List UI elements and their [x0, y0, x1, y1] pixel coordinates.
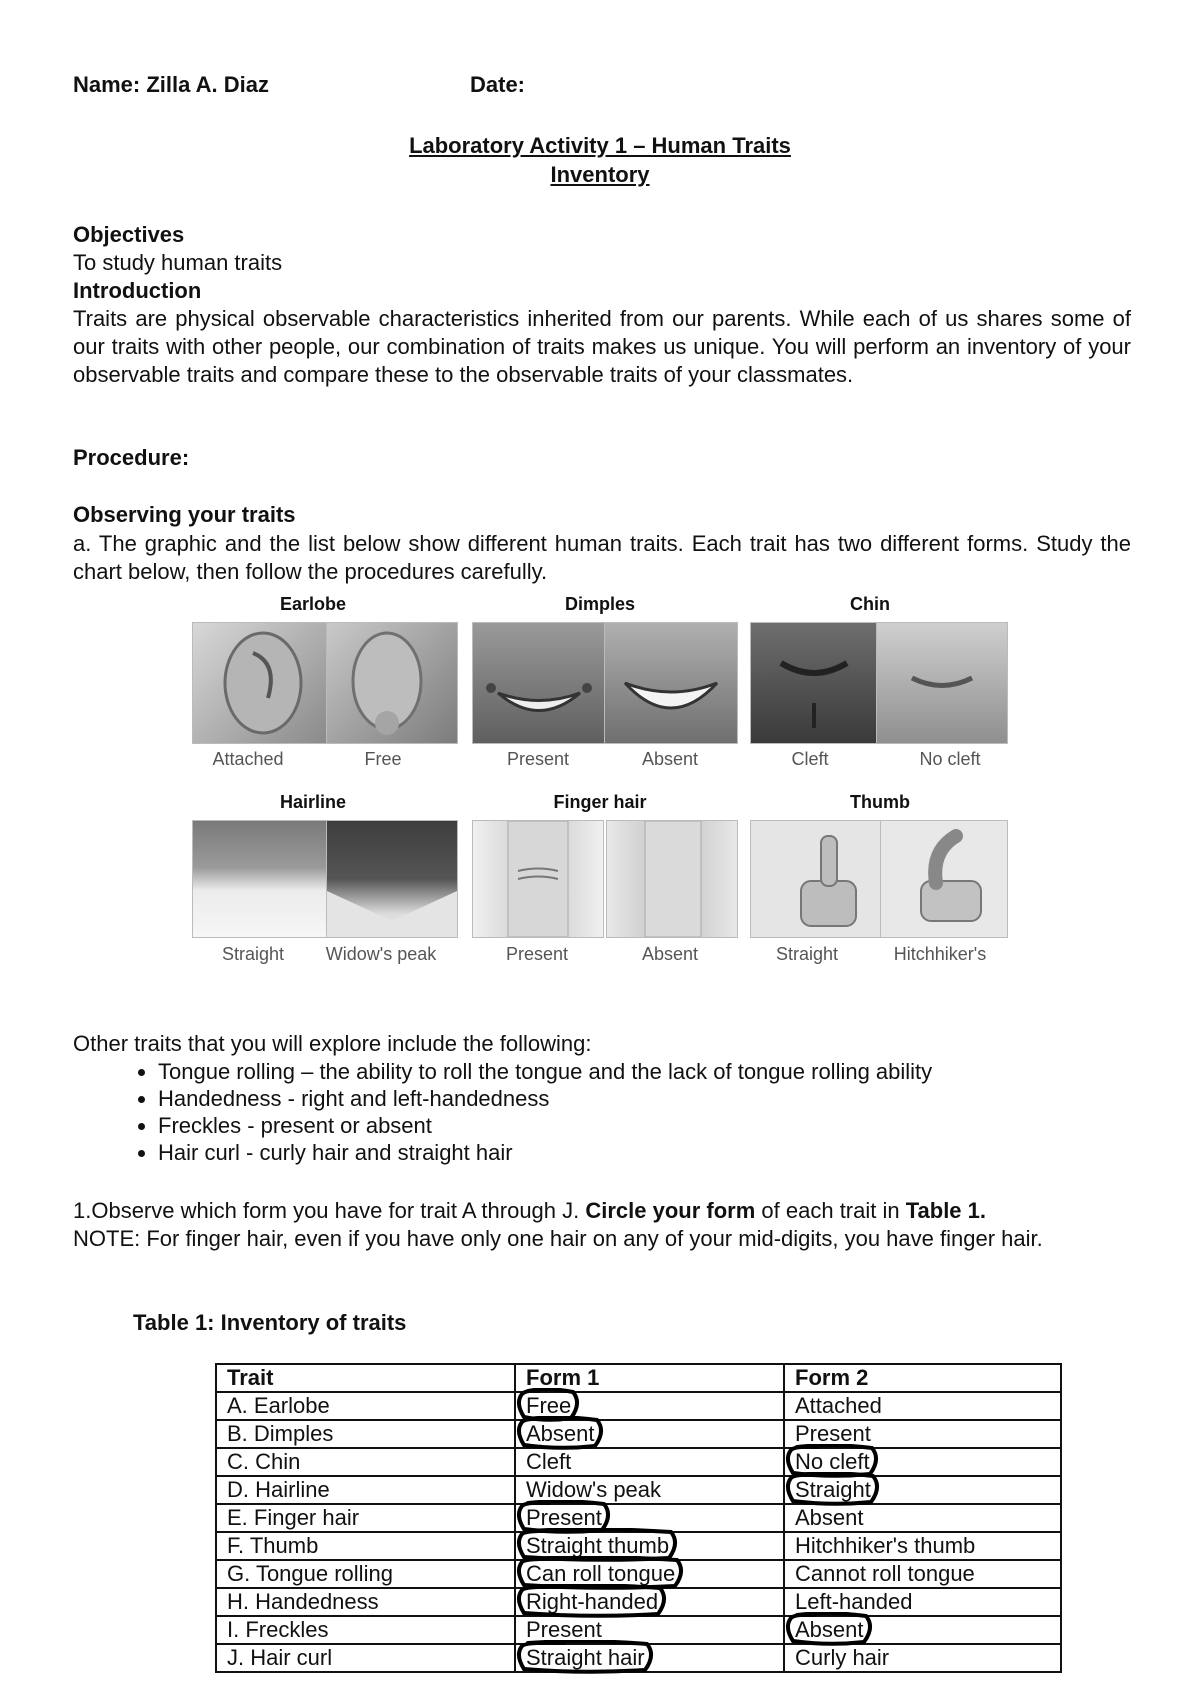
observing-heading: Observing your traits	[73, 502, 296, 527]
trait-cell-text: I. Freckles	[227, 1617, 329, 1642]
form1-cell	[515, 1532, 784, 1560]
page-title-line2: Inventory	[550, 162, 650, 187]
trait-cell-text: J. Hair curl	[227, 1645, 333, 1670]
chin-no-cleft-photo	[876, 622, 1008, 744]
form1-cell-text: Straight hair	[526, 1645, 645, 1670]
caption-hairline-straight: Straight	[221, 944, 285, 964]
form2-cell	[784, 1420, 1061, 1448]
earlobe-free-photo	[326, 622, 458, 744]
form2-cell-text: Left-handed	[795, 1589, 913, 1614]
form1-cell-text: Present	[526, 1505, 602, 1530]
other-traits-intro: Other traits that you will explore include the following:	[73, 1031, 592, 1056]
caption-finger-hair-absent: Absent	[641, 944, 699, 964]
form1-cell	[515, 1644, 784, 1672]
trait-cell	[216, 1588, 515, 1616]
caption-dimples-absent: Absent	[641, 749, 699, 769]
caption-thumb-hitchhikers: Hitchhiker's	[893, 944, 987, 964]
name-field: Name: Zilla A. Diaz	[73, 72, 270, 97]
form1-cell-text: Present	[526, 1617, 602, 1642]
header-form1: Form 1	[515, 1364, 784, 1392]
form1-cell	[515, 1448, 784, 1476]
caption-finger-hair-present: Present	[505, 944, 569, 964]
caption-earlobe-free: Free	[364, 749, 402, 769]
introduction-heading: Introduction	[73, 278, 202, 303]
finger-hair-present-photo	[472, 820, 604, 938]
table-caption: Table 1: Inventory of traits	[133, 1310, 407, 1335]
form2-cell	[784, 1448, 1061, 1476]
form1-cell-text: Widow's peak	[526, 1477, 662, 1502]
list-item: • Freckles - present or absent	[158, 1112, 1158, 1139]
dimples-present-photo	[472, 622, 606, 744]
form2-cell-text: No cleft	[795, 1449, 870, 1474]
trait-cell	[216, 1560, 515, 1588]
form2-cell	[784, 1560, 1061, 1588]
dimples-absent-photo	[604, 622, 738, 744]
trait-cell	[216, 1616, 515, 1644]
trait-cell	[216, 1448, 515, 1476]
chart-title-dimples: Dimples	[564, 594, 636, 614]
step1-instruction: 1.Observe which form you have for trait A through J. Circle your form of each trait in Table 1.	[73, 1198, 987, 1223]
table-row	[216, 1392, 1061, 1420]
form1-cell-text: Can roll tongue	[526, 1561, 676, 1586]
chart-title-chin: Chin	[850, 594, 890, 614]
observing-text: a. The graphic and the list below show different human traits. Each trait has two different forms. Study the chart below, then follow the procedures carefully.	[73, 531, 1131, 584]
table-row	[216, 1448, 1061, 1476]
caption-chin-cleft: Cleft	[791, 749, 829, 769]
finger-hair-absent-photo	[606, 820, 738, 938]
form1-cell	[515, 1504, 784, 1532]
objectives-text: To study human traits	[73, 250, 283, 275]
table-row	[216, 1420, 1061, 1448]
table-header-row	[216, 1364, 1061, 1392]
trait-cell	[216, 1476, 515, 1504]
form1-cell-text: Absent	[526, 1421, 595, 1446]
form2-cell	[784, 1588, 1061, 1616]
earlobe-attached-photo	[192, 622, 328, 744]
procedure-heading: Procedure:	[73, 445, 190, 470]
caption-dimples-present: Present	[506, 749, 570, 769]
form1-cell	[515, 1476, 784, 1504]
objectives-heading: Objectives	[73, 222, 185, 247]
trait-cell	[216, 1504, 515, 1532]
form2-cell-text: Cannot roll tongue	[795, 1561, 975, 1586]
trait-cell-text: E. Finger hair	[227, 1505, 360, 1530]
step1-note: NOTE: For finger hair, even if you have only one hair on any of your mid-digits, you have finger hair.	[73, 1226, 1043, 1251]
table-row	[216, 1476, 1061, 1504]
form2-cell-text: Absent	[795, 1617, 864, 1642]
trait-cell-text: G. Tongue rolling	[227, 1561, 393, 1586]
trait-cell	[216, 1392, 515, 1420]
form1-cell-text: Right-handed	[526, 1589, 659, 1614]
date-field: Date:	[470, 72, 526, 97]
form2-cell	[784, 1504, 1061, 1532]
table-row	[216, 1588, 1061, 1616]
chart-title-thumb: Thumb	[850, 792, 910, 812]
table-row	[216, 1644, 1061, 1672]
form1-cell	[515, 1392, 784, 1420]
table-row	[216, 1504, 1061, 1532]
form2-cell-text: Hitchhiker's thumb	[795, 1533, 976, 1558]
form1-cell	[515, 1588, 784, 1616]
form2-cell-text: Curly hair	[795, 1645, 890, 1670]
form2-cell	[784, 1476, 1061, 1504]
header-form2: Form 2	[784, 1364, 1061, 1392]
form1-cell-text: Free	[526, 1393, 572, 1418]
table-row	[216, 1560, 1061, 1588]
list-item: • Hair curl - curly hair and straight hair	[158, 1139, 1158, 1166]
trait-cell-text: H. Handedness	[227, 1589, 379, 1614]
chin-cleft-photo	[750, 622, 878, 744]
page-title-line1: Laboratory Activity 1 – Human Traits	[409, 133, 791, 158]
caption-thumb-straight: Straight	[775, 944, 839, 964]
caption-hairline-widows-peak: Widow's peak	[325, 944, 437, 964]
form1-cell	[515, 1560, 784, 1588]
table-row	[216, 1532, 1061, 1560]
trait-cell-text: F. Thumb	[227, 1533, 319, 1558]
trait-cell-text: B. Dimples	[227, 1421, 334, 1446]
form2-cell	[784, 1644, 1061, 1672]
hairline-straight-photo	[192, 820, 328, 938]
form2-cell-text: Present	[795, 1421, 871, 1446]
trait-cell-text: D. Hairline	[227, 1477, 330, 1502]
caption-chin-no-cleft: No cleft	[919, 749, 981, 769]
list-item: • Tongue rolling – the ability to roll the tongue and the lack of tongue rolling ability	[158, 1058, 1158, 1085]
trait-cell	[216, 1420, 515, 1448]
chart-title-finger-hair: Finger hair	[553, 792, 647, 812]
form2-cell	[784, 1532, 1061, 1560]
list-item: • Handedness - right and left-handedness	[158, 1085, 1158, 1112]
form1-cell	[515, 1420, 784, 1448]
form2-cell	[784, 1616, 1061, 1644]
chart-title-earlobe: Earlobe	[279, 594, 347, 614]
form2-cell	[784, 1392, 1061, 1420]
thumb-hitchhikers-photo	[880, 820, 1008, 938]
thumb-straight-photo	[750, 820, 882, 938]
table-row	[216, 1616, 1061, 1644]
caption-earlobe-attached: Attached	[212, 749, 284, 769]
chart-title-hairline: Hairline	[279, 792, 347, 812]
form1-cell-text: Cleft	[526, 1449, 572, 1474]
trait-cell	[216, 1644, 515, 1672]
other-traits-list	[113, 1058, 1158, 1166]
introduction-text: Traits are physical observable characteristics inherited from our parents. While each of us shares some of our traits with other people, our combination of traits makes us unique. You will perform an inventory of your observable traits and compare these to the observable traits of your classmates.	[73, 306, 1131, 387]
hairline-widows-peak-photo	[326, 820, 458, 938]
form1-cell	[515, 1616, 784, 1644]
traits-table	[215, 1363, 1062, 1673]
form1-cell-text: Straight thumb	[526, 1533, 670, 1558]
form2-cell-text: Attached	[795, 1393, 882, 1418]
form2-cell-text: Straight	[795, 1477, 871, 1502]
trait-cell-text: C. Chin	[227, 1449, 301, 1474]
trait-cell	[216, 1532, 515, 1560]
header-trait: Trait	[216, 1364, 515, 1392]
form2-cell-text: Absent	[795, 1505, 864, 1530]
trait-cell-text: A. Earlobe	[227, 1393, 330, 1418]
